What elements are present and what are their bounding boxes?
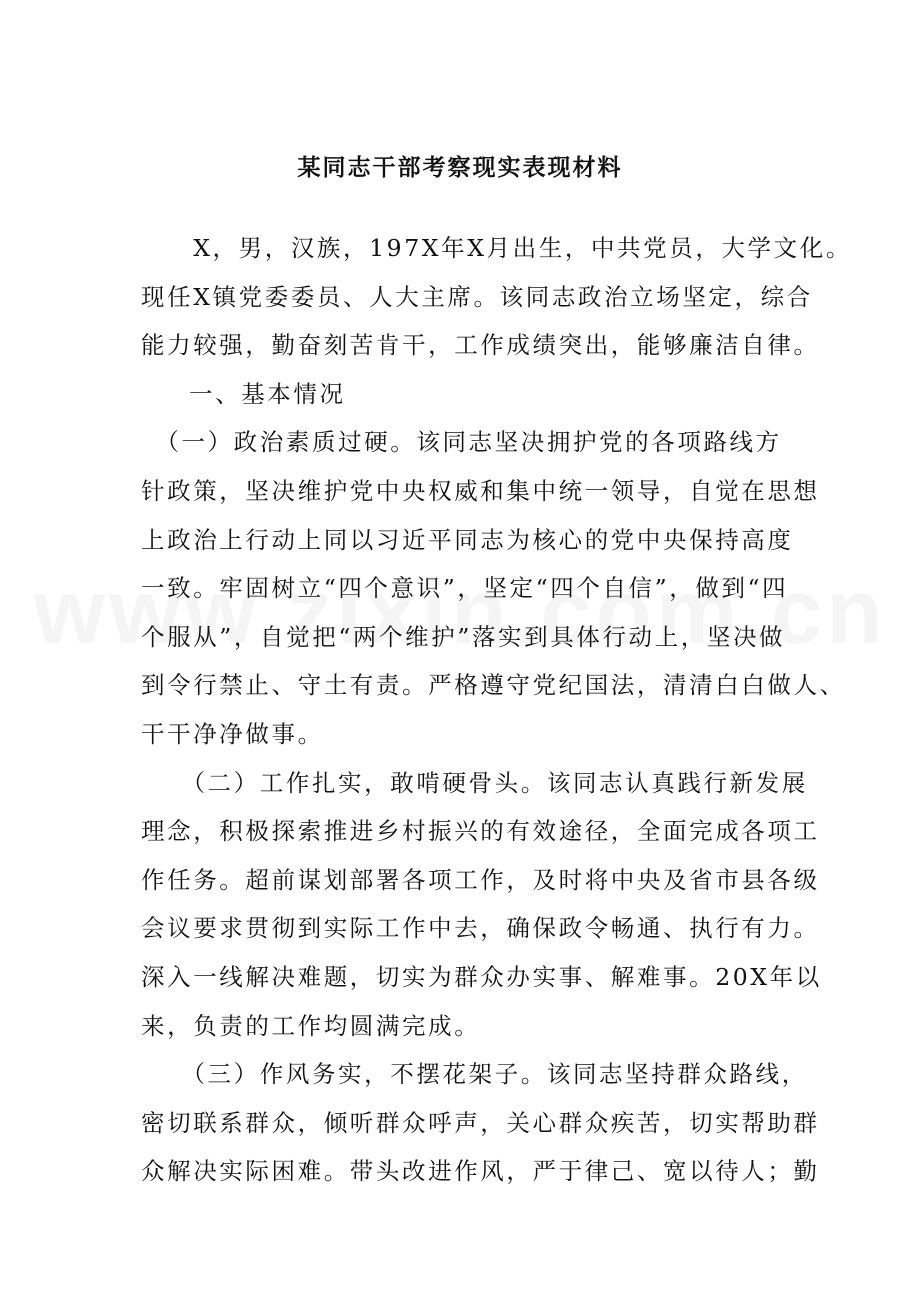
paragraph-line: 理念，积极探索推进乡村振兴的有效途径，全面完成各项工 (141, 817, 820, 846)
paragraph-line: X，男，汉族，197X年X月出生，中共党员，大学文化。 (141, 234, 852, 262)
paragraph-line: 密切联系群众，倾听群众呼声，关心群众疾苦，切实帮助群 (141, 1108, 820, 1137)
paragraph-line: 来，负责的工作均圆满完成。 (141, 1011, 481, 1040)
paragraph-line: （三）作风务实，不摆花架子。该同志坚持群众路线， (141, 1060, 808, 1089)
paragraph-line: 现任X镇党委委员、人大主席。该同志政治立场坚定，综合 (141, 282, 813, 311)
paragraph-line: 会议要求贯彻到实际工作中去，确保政令畅通、执行有力。 (141, 914, 820, 943)
paragraph-line: 上政治上行动上同以习近平同志为核心的党中央保持高度 (141, 525, 794, 554)
paragraph-line: 个服从”，自觉把“两个维护”落实到具体行动上，坚决做 (141, 622, 786, 651)
document-title: 某同志干部考察现实表现材料 (297, 154, 623, 181)
paragraph-line: 干干净净做事。 (141, 719, 324, 748)
paragraph-line: 能力较强，勤奋刻苦肯干，工作成绩突出，能够廉洁自律。 (141, 331, 820, 360)
paragraph-line: 众解决实际困难。带头改进作风，严于律己、宽以待人；勤 (141, 1157, 820, 1186)
section-heading: 一、基本情况 (189, 379, 346, 408)
paragraph-line: （二）工作扎实，敢啃硬骨头。该同志认真践行新发展 (141, 768, 808, 797)
paragraph-line: 针政策，坚决维护党中央权威和集中统一领导，自觉在思想 (141, 476, 820, 505)
paragraph-line: 一致。牢固树立“四个意识”，坚定“四个自信”，做到“四 (141, 574, 789, 603)
paragraph-line: 深入一线解决难题，切实为群众办实事、解难事。20X年以 (141, 962, 822, 991)
paragraph-line: （一）政治素质过硬。该同志坚决拥护党的各项路线方 (141, 428, 782, 457)
document-body (141, 224, 852, 1196)
paragraph-line: 到令行禁止、守土有责。严格遵守党纪国法，清清白白做人、 (141, 671, 846, 700)
paragraph-line: 作任务。超前谋划部署各项工作，及时将中央及省市县各级 (141, 865, 820, 894)
